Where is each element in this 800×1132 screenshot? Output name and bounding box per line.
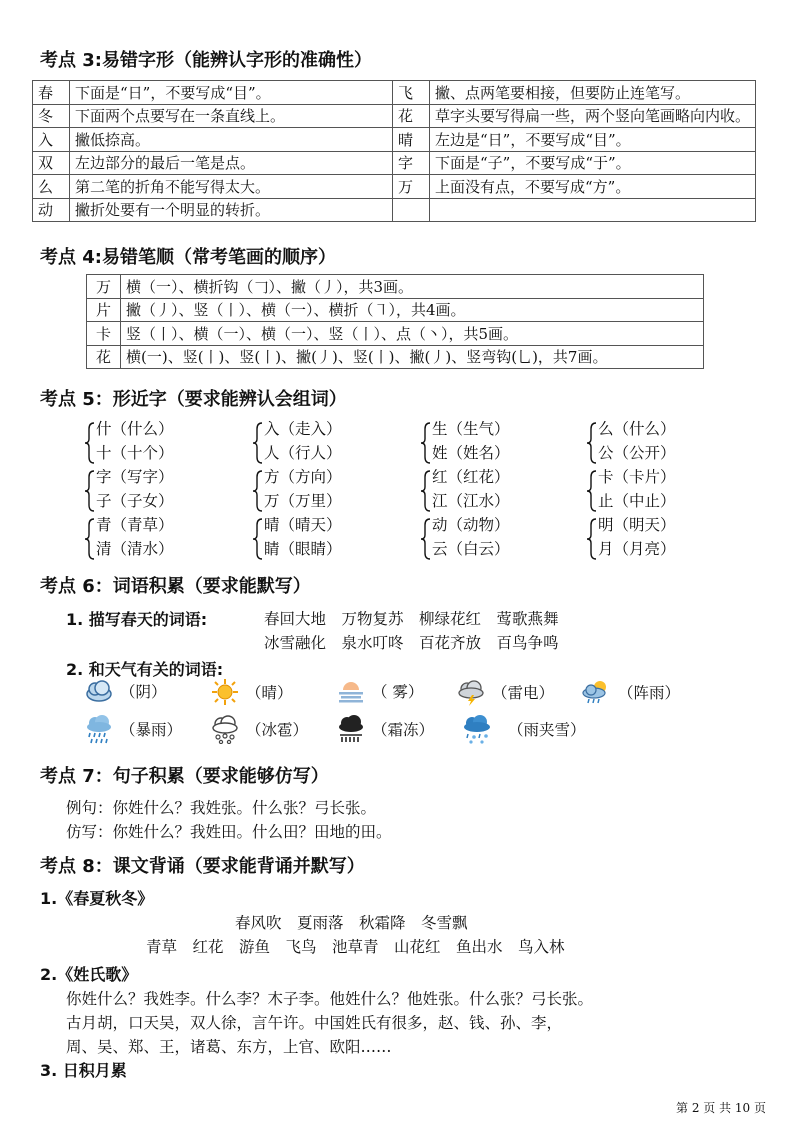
example-sentence: 例句：你姓什么？我姓张。什么张？弓长张。 bbox=[66, 799, 377, 817]
similar-char-pair bbox=[432, 513, 510, 561]
brace-icon bbox=[252, 421, 264, 465]
similar-char-word: 人（行人） bbox=[264, 444, 342, 462]
weather-label: （阴） bbox=[120, 683, 167, 701]
char-cell: 万 bbox=[393, 175, 430, 199]
char-cell: 动 bbox=[33, 198, 70, 222]
brace-icon bbox=[420, 517, 432, 561]
similar-char-word: 么（什么） bbox=[598, 420, 676, 438]
similar-char-word: 青（青草） bbox=[96, 516, 174, 534]
weather-thunder bbox=[456, 678, 554, 706]
note-cell: 下面是“日”，不要写成“目”。 bbox=[70, 81, 393, 105]
similar-char-word: 动（动物） bbox=[432, 516, 510, 534]
similar-char-word: 十（十个） bbox=[96, 444, 174, 462]
brace-icon bbox=[84, 517, 96, 561]
char-cell: 晴 bbox=[393, 128, 430, 152]
similar-char-pair bbox=[598, 513, 676, 561]
spring-words-line-2: 冰雪融化 泉水叮咚 百花齐放 百鸟争鸣 bbox=[264, 634, 559, 652]
weather-cloudy bbox=[84, 678, 167, 704]
weather-sunny bbox=[210, 678, 293, 706]
similar-char-word: 江（江水） bbox=[432, 492, 510, 510]
similar-char-word: 什（什么） bbox=[96, 420, 174, 438]
similar-char-pair bbox=[264, 465, 342, 513]
similar-char-pair bbox=[432, 465, 510, 513]
text-2-line-2: 古月胡，口天吴，双人徐，言午许。中国姓氏有很多，赵、钱、孙、李， bbox=[66, 1014, 563, 1032]
similar-char-word: 明（明天） bbox=[598, 516, 676, 534]
similar-char-word: 止（中止） bbox=[598, 492, 676, 510]
section-3-title: 考点 3:易错字形（能辨认字形的准确性） bbox=[40, 50, 372, 71]
stroke-order-row bbox=[87, 322, 704, 346]
text-1-title: 1.《春夏秋冬》 bbox=[40, 889, 154, 908]
similar-char-word: 公（公开） bbox=[598, 444, 676, 462]
note-cell: 草字头要写得扁一些，两个竖向笔画略向内收。 bbox=[430, 104, 756, 128]
text-2-line-1: 你姓什么？我姓李。什么李？木子李。他姓什么？他姓张。什么张？弓长张。 bbox=[66, 990, 594, 1008]
weather-label: （晴） bbox=[246, 684, 293, 702]
weather-label: （暴雨） bbox=[120, 721, 183, 739]
stroke-cell: 撇（丿）、竖（丨）、横（一）、横折（㇕），共4画。 bbox=[121, 298, 704, 322]
fog-icon bbox=[336, 678, 366, 704]
note-cell: 下面两个点要写在一条直线上。 bbox=[70, 104, 393, 128]
note-cell: 上面没有点，不要写成“方”。 bbox=[430, 175, 756, 199]
brace-icon bbox=[586, 517, 598, 561]
similar-char-pair bbox=[96, 513, 174, 561]
stroke-order-row bbox=[87, 298, 704, 322]
similar-char-pair bbox=[598, 465, 676, 513]
stroke-cell: 横（一）、横折钩（𠃌）、撇（丿），共3画。 bbox=[121, 275, 704, 299]
heavy-rain-icon bbox=[84, 714, 114, 744]
hail-icon bbox=[210, 714, 240, 744]
char-cell: 飞 bbox=[393, 81, 430, 105]
frost-icon bbox=[336, 714, 366, 744]
char-cell: 入 bbox=[33, 128, 70, 152]
char-form-row bbox=[33, 104, 756, 128]
weather-label: （雷电） bbox=[492, 684, 555, 702]
similar-char-pair bbox=[598, 417, 676, 465]
text-2-title: 2.《姓氏歌》 bbox=[40, 965, 138, 984]
weather-sleet bbox=[460, 714, 586, 744]
note-cell: 撇折处要有一个明显的转折。 bbox=[70, 198, 393, 222]
char-cell: 片 bbox=[87, 298, 121, 322]
cloud-icon bbox=[84, 678, 114, 704]
note-cell: 左边部分的最后一笔是点。 bbox=[70, 151, 393, 175]
note-cell: 左边是“日”，不要写成“目”。 bbox=[430, 128, 756, 152]
char-cell: 卡 bbox=[87, 322, 121, 346]
stroke-order-table bbox=[86, 274, 704, 369]
similar-char-word: 月（月亮） bbox=[598, 540, 676, 558]
char-form-row bbox=[33, 175, 756, 199]
similar-char-word: 万（万里） bbox=[264, 492, 342, 510]
char-form-row bbox=[33, 128, 756, 152]
similar-char-word: 入（走入） bbox=[264, 420, 342, 438]
stroke-cell: 竖（丨）、横（一）、横（一）、竖（丨）、点（丶），共5画。 bbox=[121, 322, 704, 346]
char-cell: 字 bbox=[393, 151, 430, 175]
similar-char-word: 清（清水） bbox=[96, 540, 174, 558]
section-8-title: 考点 8：课文背诵（要求能背诵并默写） bbox=[40, 856, 365, 877]
char-cell: 冬 bbox=[33, 104, 70, 128]
imitation-sentence: 仿写：你姓什么？我姓田。什么田？田地的田。 bbox=[66, 823, 392, 841]
stroke-order-row bbox=[87, 345, 704, 369]
brace-icon bbox=[84, 469, 96, 513]
similar-char-word: 睛（眼睛） bbox=[264, 540, 342, 558]
sun-icon bbox=[210, 678, 240, 706]
note-cell: 第二笔的折角不能写得太大。 bbox=[70, 175, 393, 199]
brace-icon bbox=[252, 517, 264, 561]
similar-char-word: 姓（姓名） bbox=[432, 444, 510, 462]
similar-char-word: 晴（晴天） bbox=[264, 516, 342, 534]
similar-char-word: 字（写字） bbox=[96, 468, 174, 486]
spring-words-line-1: 春回大地 万物复苏 柳绿花红 莺歌燕舞 bbox=[264, 610, 559, 628]
text-3-title: 3. 日积月累 bbox=[40, 1061, 127, 1080]
char-cell: 么 bbox=[33, 175, 70, 199]
thunderstorm-icon bbox=[456, 678, 486, 706]
char-cell: 花 bbox=[87, 345, 121, 369]
char-cell: 春 bbox=[33, 81, 70, 105]
similar-char-pair bbox=[264, 417, 342, 465]
section-6-title: 考点 6：词语积累（要求能默写） bbox=[40, 576, 311, 597]
note-cell bbox=[430, 198, 756, 222]
sleet-icon bbox=[460, 714, 494, 744]
section-5-title: 考点 5：形近字（要求能辨认会组词） bbox=[40, 389, 347, 410]
char-cell: 万 bbox=[87, 275, 121, 299]
spring-words-heading: 1. 描写春天的词语: bbox=[66, 610, 208, 629]
brace-icon bbox=[84, 421, 96, 465]
weather-frost bbox=[336, 714, 434, 744]
brace-icon bbox=[420, 421, 432, 465]
similar-char-word: 红（红花） bbox=[432, 468, 510, 486]
text-1-line-2: 青草 红花 游鱼 飞鸟 池草青 山花红 鱼出水 鸟入林 bbox=[146, 938, 565, 956]
char-cell: 花 bbox=[393, 104, 430, 128]
weather-label: （霜冻） bbox=[372, 721, 435, 739]
similar-char-pair bbox=[96, 417, 174, 465]
char-cell bbox=[393, 198, 430, 222]
brace-icon bbox=[586, 421, 598, 465]
weather-label: （ 雾） bbox=[372, 683, 424, 701]
similar-char-word: 生（生气） bbox=[432, 420, 510, 438]
note-cell: 撇、点两笔要相接，但要防止连笔写。 bbox=[430, 81, 756, 105]
weather-hail bbox=[210, 714, 308, 744]
weather-fog bbox=[336, 678, 423, 704]
similar-char-word: 卡（卡片） bbox=[598, 468, 676, 486]
note-cell: 撇低捺高。 bbox=[70, 128, 393, 152]
brace-icon bbox=[252, 469, 264, 513]
similar-char-pair bbox=[96, 465, 174, 513]
note-cell: 下面是“子”，不要写成“于”。 bbox=[430, 151, 756, 175]
char-form-row bbox=[33, 198, 756, 222]
similar-char-word: 子（子女） bbox=[96, 492, 174, 510]
sun-rain-icon bbox=[580, 678, 612, 706]
char-form-row bbox=[33, 151, 756, 175]
char-cell: 双 bbox=[33, 151, 70, 175]
section-4-title: 考点 4:易错笔顺（常考笔画的顺序） bbox=[40, 247, 336, 268]
stroke-order-row bbox=[87, 275, 704, 299]
section-7-title: 考点 7：句子积累（要求能够仿写） bbox=[40, 766, 329, 787]
similar-char-word: 云（白云） bbox=[432, 540, 510, 558]
similar-char-pair bbox=[432, 417, 510, 465]
weather-label: （雨夹雪） bbox=[508, 721, 586, 739]
weather-label: （阵雨） bbox=[618, 684, 681, 702]
brace-icon bbox=[586, 469, 598, 513]
text-2-line-3: 周、吴、郑、王，诸葛、东方，上官、欧阳…… bbox=[66, 1038, 392, 1056]
char-form-table bbox=[32, 80, 756, 222]
brace-icon bbox=[420, 469, 432, 513]
stroke-cell: 横(一)、竖(丨)、竖(丨)、撇(丿)、竖(丨)、撇(丿)、竖弯钩(乚)，共7画。 bbox=[121, 345, 704, 369]
char-form-row bbox=[33, 81, 756, 105]
weather-rainstorm bbox=[84, 714, 182, 744]
page-footer: 第 2 页 共 10 页 bbox=[676, 1101, 766, 1115]
weather-label: （冰雹） bbox=[246, 721, 309, 739]
weather-words-heading: 2. 和天气有关的词语: bbox=[66, 660, 224, 679]
weather-showers bbox=[580, 678, 680, 706]
similar-char-word: 方（方向） bbox=[264, 468, 342, 486]
similar-char-pair bbox=[264, 513, 342, 561]
text-1-line-1: 春风吹 夏雨落 秋霜降 冬雪飘 bbox=[235, 914, 468, 932]
